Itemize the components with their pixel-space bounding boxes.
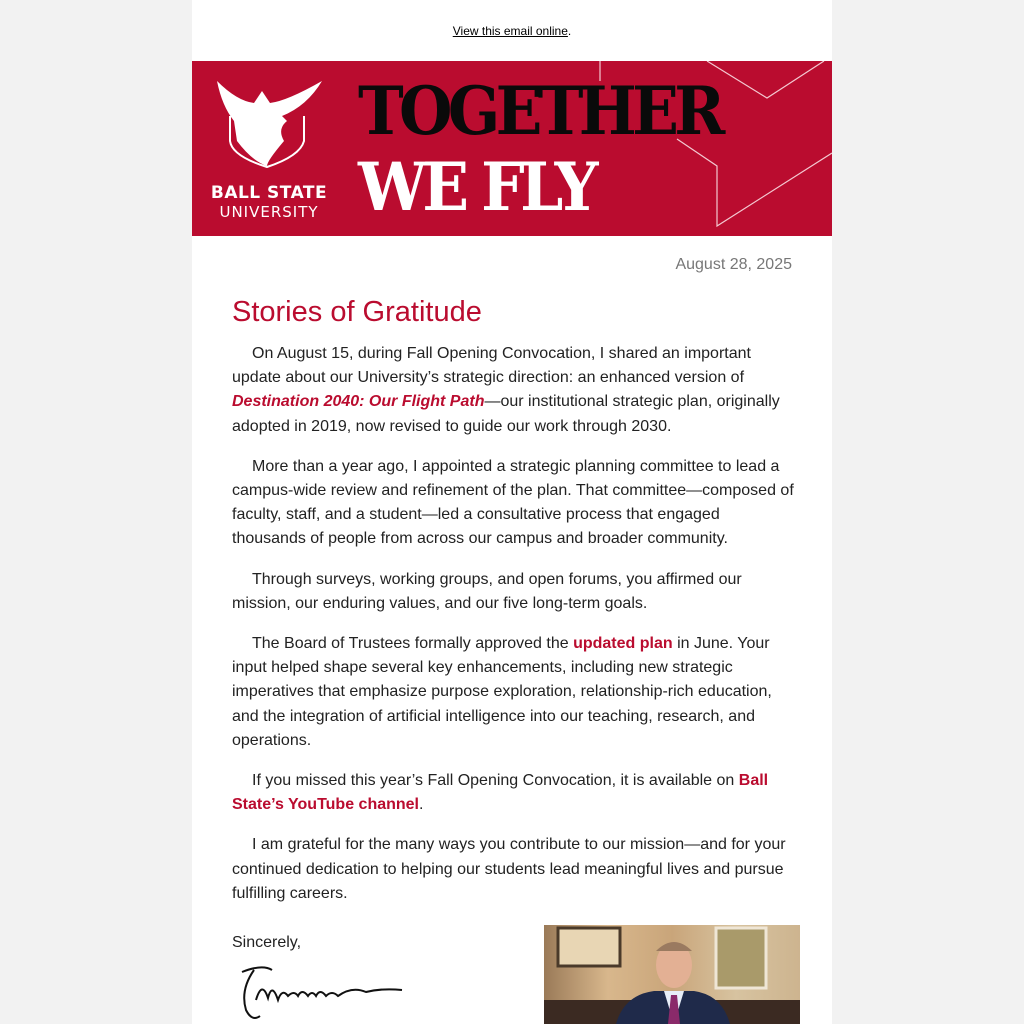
university-wordmark: BALL STATE UNIVERSITY	[210, 183, 328, 221]
photo-content	[544, 925, 800, 1024]
email-date: August 28, 2025	[675, 256, 792, 273]
updated-plan-link[interactable]: updated plan	[573, 635, 673, 653]
header-banner	[192, 61, 832, 236]
paragraph: Through surveys, working groups, and open forums, you affirmed our mission, our enduring values, and our five long-term goals.	[232, 570, 742, 612]
paragraph: More than a year ago, I appointed a strategic planning committee to lead a campus-wide review and refinement of the plan. That committee—composed of faculty, staff, and a student—led a consultative process that engaged thousands of people from across our campus and broader community.	[232, 457, 794, 548]
destination-2040-link[interactable]: Destination 2040: Our Flight Path	[232, 393, 485, 411]
youtube-channel-link[interactable]: Ball State’s YouTube channel	[232, 772, 769, 814]
signature-image	[232, 960, 412, 1024]
president-photo	[544, 925, 800, 1024]
headline-we-fly: WE FLY	[358, 148, 594, 226]
paragraph: I am grateful for the many ways you contribute to our mission—and for your continued dedication to helping our students lead meaningful lives and pursue fulfilling careers.	[232, 836, 786, 902]
paragraph: The Board of Trustees formally approved the updated plan in June. Your input helped shape several key enhancements, including new strategic imperatives that emphasize purpose exploration, relationship-rich education, and the integration of artificial intelligence into our teaching, research, and operations.	[232, 635, 772, 749]
paragraph: If you missed this year’s Fall Opening Convocation, it is available on Ball State’s YouTube channel.	[232, 772, 769, 814]
cardinal-logo-icon	[217, 81, 322, 167]
email-body	[192, 0, 832, 1024]
view-online-row	[192, 24, 832, 38]
closing: Sincerely,	[232, 934, 302, 951]
headline-together: TOGETHER	[358, 72, 721, 150]
article-title: Stories of Gratitude	[232, 296, 482, 328]
view-online-link[interactable]: View this email online	[452, 24, 568, 38]
article	[232, 294, 794, 922]
paragraph: On August 15, during Fall Opening Convocation, I shared an important update about our University’s strategic direction: an enhanced version of Destination 2040: Our Flight Path—our institutional strategic plan, originally adopted in 2019, now revised to guide our work through 2030.	[232, 345, 780, 435]
view-online-suffix: .	[567, 24, 572, 38]
